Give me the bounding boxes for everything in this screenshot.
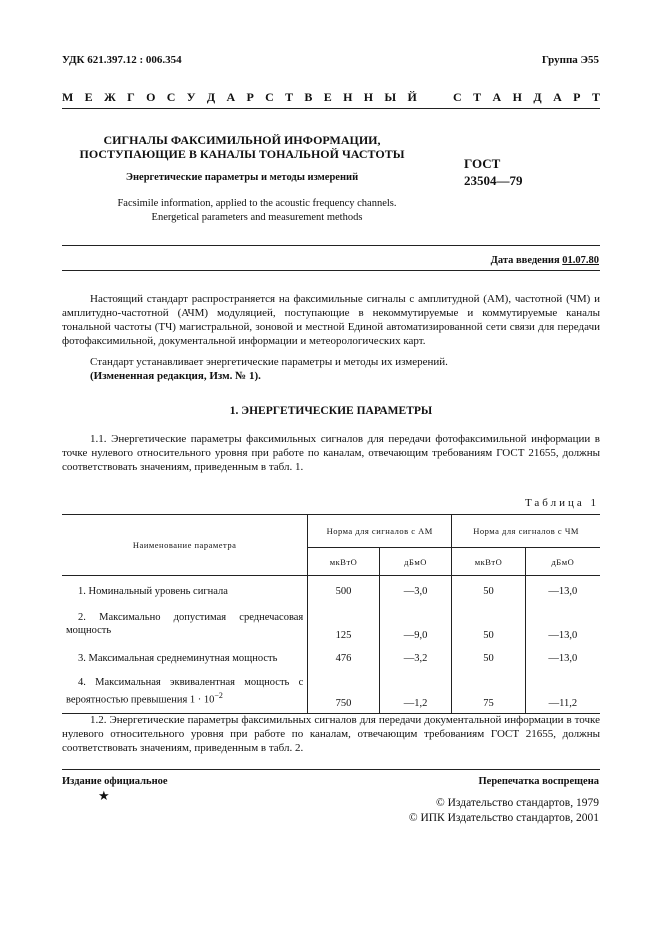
udk-code: УДК 621.397.12 : 006.354 <box>62 54 182 66</box>
table-row <box>62 672 600 714</box>
section-heading: 1. ЭНЕРГЕТИЧЕСКИЕ ПАРАМЕТРЫ <box>229 405 433 417</box>
param-name-cell <box>62 645 308 672</box>
value-am-dbm: —3,2 <box>379 645 451 672</box>
heading-word-standard <box>453 90 600 105</box>
value-am-dbm: —3,0 <box>379 576 451 607</box>
value-chm-mkw: 50 <box>452 576 526 607</box>
table-body <box>62 576 600 714</box>
param-name-cell <box>62 607 308 645</box>
amendment-note: (Измененная редакция, Изм. № 1). <box>90 370 261 382</box>
interstate-letter: Н <box>363 90 374 104</box>
title-line-2: ПОСТУПАЮЩИЕ В КАНАЛЫ ТОНАЛЬНОЙ ЧАСТОТЫ <box>79 147 405 161</box>
heading-word-interstate <box>62 90 417 105</box>
param-name: 4. Максимальная эквивалентная мощность с вероятностью превышения 1 · 10 <box>66 676 304 705</box>
interstate-letter: С <box>265 90 274 104</box>
interstate-letter: Г <box>127 90 135 104</box>
standard-letter: А <box>553 90 562 104</box>
interstate-letter: Е <box>323 90 332 104</box>
interstate-letter: Д <box>206 90 216 104</box>
value-am-dbm: —9,0 <box>379 607 451 645</box>
interstate-letter: М <box>62 90 74 104</box>
param-name-exponent: −2 <box>214 690 223 700</box>
unit-chm-mkw: мкВтО <box>452 548 526 576</box>
value-chm-mkw: 50 <box>452 645 526 672</box>
date-rule <box>62 270 600 271</box>
scope-paragraph-2: Стандарт устанавливает энергетические параметры и методы их измерений. <box>90 356 448 368</box>
interstate-letter: Ж <box>103 90 116 104</box>
document-title <box>62 133 422 161</box>
unit-am-mkw: мкВтО <box>308 548 380 576</box>
value-am-dbm: —1,2 <box>379 672 451 714</box>
value-am-mkw: 476 <box>308 645 380 672</box>
official-edition: Издание официальное <box>62 776 168 787</box>
standard-letter: Т <box>473 90 482 104</box>
table-row <box>62 645 600 672</box>
value-chm-mkw: 75 <box>452 672 526 714</box>
param-name: 2. Максимально допустимая среднечасовая мощность <box>66 611 304 636</box>
standard-letter: С <box>453 90 462 104</box>
interstate-standard-heading <box>62 90 600 105</box>
table-caption: Таблица 1 <box>524 497 599 509</box>
gost-code: 23504—79 <box>464 173 523 188</box>
standard-letter: Т <box>591 90 600 104</box>
footer-rule <box>62 769 600 770</box>
gost-number <box>464 155 523 189</box>
english-title <box>62 197 452 225</box>
table-row <box>62 607 600 645</box>
intro-date-label: Дата введения <box>490 255 563 266</box>
header-rule <box>62 108 600 109</box>
header-am: Норма для сигналов с АМ <box>308 515 452 548</box>
value-chm-dbm: —13,0 <box>548 652 578 664</box>
table-row <box>62 576 600 607</box>
standard-letter: Д <box>533 90 542 104</box>
header-chm: Норма для сигналов с ЧМ <box>452 515 600 548</box>
group-code: Группа Э55 <box>541 54 599 66</box>
interstate-letter: Е <box>84 90 93 104</box>
star-icon: ★ <box>98 788 110 803</box>
copyright-1979: © Издательство стандартов, 1979 <box>435 797 599 809</box>
interstate-letter: Ы <box>384 90 397 104</box>
scope-paragraph: Настоящий стандарт распространяется на факсимильные сигналы с амплитудной (АМ), частотной (ЧМ) и амплитудно-частотной (АЧМ) модуляцией, поступающие в некоммутируемые и коммутируемые каналы тональной частоты (ТЧ) магистральной, зоновой и местной Единой автоматизированной сети связи для передачи фотофаксимильной, документальной информации и метеорологических карт. <box>62 293 600 347</box>
interstate-letter: О <box>146 90 156 104</box>
interstate-letter: А <box>226 90 236 104</box>
param-name: 1. Номинальный уровень сигнала <box>78 585 228 597</box>
value-chm-dbm: —13,0 <box>548 585 578 597</box>
standard-letter: Р <box>573 90 581 104</box>
interstate-letter: Н <box>343 90 353 104</box>
interstate-letter: Р <box>246 90 254 104</box>
value-am-mkw: 125 <box>308 607 380 645</box>
value-am-mkw: 500 <box>308 576 380 607</box>
gost-label: ГОСТ <box>464 156 501 171</box>
english-title-line-2: Energetical parameters and measurement methods <box>151 212 363 223</box>
interstate-letter: У <box>186 90 196 104</box>
interstate-letter: Т <box>285 90 294 104</box>
intro-date-value: 01.07.80 <box>562 255 599 266</box>
param-name-cell <box>62 672 308 714</box>
param-name: 3. Максимальная среднеминутная мощность <box>78 652 278 664</box>
document-subtitle: Энергетические параметры и методы измерений <box>125 172 359 183</box>
title-rule <box>62 245 600 246</box>
interstate-letter: С <box>166 90 176 104</box>
interstate-letter: В <box>304 90 313 104</box>
unit-chm-dbm: дБмО <box>551 556 575 567</box>
value-chm-dbm: —11,2 <box>548 698 578 709</box>
value-chm-dbm: —13,0 <box>548 629 578 641</box>
value-chm-mkw: 50 <box>452 607 526 645</box>
header-param: Наименование параметра <box>62 515 308 576</box>
standard-letter: Н <box>512 90 522 104</box>
copyright-2001: © ИПК Издательство стандартов, 2001 <box>408 812 599 824</box>
interstate-letter: Й <box>407 90 417 104</box>
param-name-cell <box>62 576 308 607</box>
parameters-table <box>62 514 600 714</box>
english-title-line-1: Facsimile information, applied to the acoustic frequency channels. <box>117 198 397 209</box>
unit-am-dbm: дБмО <box>379 548 451 576</box>
clause-1-2: 1.2. Энергетические параметры факсимильных сигналов для передачи документальной информации в точке нулевого относительного уровня при работе по каналам, отвечающим требованиям ГОСТ 21655, должны соответствовать значениям, приведенным в табл. 2. <box>62 714 600 754</box>
reprint-notice: Перепечатка воспрещена <box>478 776 599 787</box>
value-am-mkw: 750 <box>308 672 380 714</box>
clause-1-1: 1.1. Энергетические параметры факсимильных сигналов для передачи фотофаксимильной информации в точке нулевого относительного уровня при работе по каналам, отвечающим требованиям ГОСТ 21655, должны соответствовать значениям, приведенным в табл. 1. <box>62 433 600 473</box>
standard-letter: А <box>492 90 502 104</box>
introduction-date <box>491 255 599 266</box>
title-line-1: СИГНАЛЫ ФАКСИМИЛЬНОЙ ИНФОРМАЦИИ, <box>103 133 381 147</box>
